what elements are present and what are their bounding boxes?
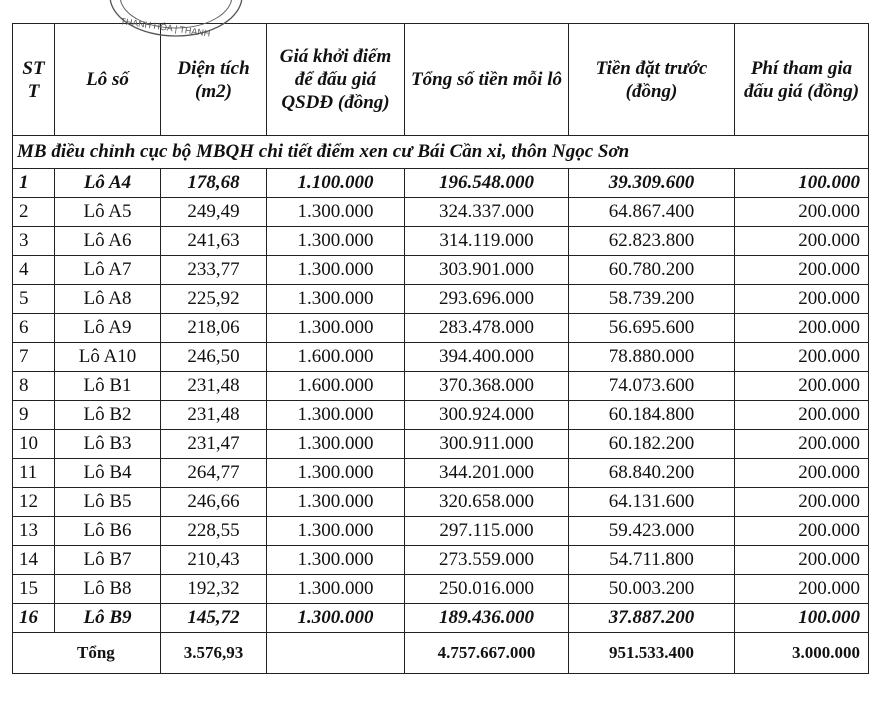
row-stt: 9	[13, 401, 55, 430]
row-total: 303.901.000	[405, 256, 569, 285]
row-lot: Lô A5	[55, 198, 161, 227]
header-area: Diện tích (m2)	[161, 24, 267, 136]
table-row	[13, 575, 869, 604]
table-row	[13, 256, 869, 285]
row-lot: Lô B3	[55, 430, 161, 459]
table-row	[13, 227, 869, 256]
row-total: 394.400.000	[405, 343, 569, 372]
row-area: 192,32	[161, 575, 267, 604]
auction-lot-table	[12, 23, 869, 674]
row-start-price: 1.600.000	[267, 343, 405, 372]
header-lot: Lô số	[55, 24, 161, 136]
row-deposit: 60.184.800	[569, 401, 735, 430]
row-deposit: 78.880.000	[569, 343, 735, 372]
row-fee: 200.000	[735, 372, 869, 401]
section-title: MB điều chỉnh cục bộ MBQH chi tiết điểm xen cư Bái Cần xi, thôn Ngọc Sơn	[13, 136, 869, 169]
header-fee: Phí tham gia đấu giá (đồng)	[735, 24, 869, 136]
totals-price	[267, 633, 405, 674]
row-area: 231,48	[161, 401, 267, 430]
row-stt: 1	[13, 169, 55, 198]
row-total: 300.911.000	[405, 430, 569, 459]
row-lot: Lô A8	[55, 285, 161, 314]
row-stt: 7	[13, 343, 55, 372]
row-deposit: 64.131.600	[569, 488, 735, 517]
section-row	[13, 136, 869, 169]
row-fee: 200.000	[735, 517, 869, 546]
row-lot: Lô A9	[55, 314, 161, 343]
table-row	[13, 546, 869, 575]
row-total: 320.658.000	[405, 488, 569, 517]
row-fee: 200.000	[735, 256, 869, 285]
row-area: 210,43	[161, 546, 267, 575]
row-area: 231,48	[161, 372, 267, 401]
row-deposit: 37.887.200	[569, 604, 735, 633]
row-area: 218,06	[161, 314, 267, 343]
row-area: 231,47	[161, 430, 267, 459]
row-lot: Lô B9	[55, 604, 161, 633]
row-area: 233,77	[161, 256, 267, 285]
table-row	[13, 401, 869, 430]
header-total: Tổng số tiền mỗi lô	[405, 24, 569, 136]
row-total: 273.559.000	[405, 546, 569, 575]
table-row	[13, 198, 869, 227]
table-row	[13, 488, 869, 517]
row-lot: Lô B8	[55, 575, 161, 604]
row-total: 250.016.000	[405, 575, 569, 604]
row-fee: 200.000	[735, 546, 869, 575]
row-lot: Lô B4	[55, 459, 161, 488]
row-deposit: 62.823.800	[569, 227, 735, 256]
table-row	[13, 285, 869, 314]
row-stt: 6	[13, 314, 55, 343]
row-start-price: 1.300.000	[267, 604, 405, 633]
row-stt: 5	[13, 285, 55, 314]
row-total: 196.548.000	[405, 169, 569, 198]
row-deposit: 64.867.400	[569, 198, 735, 227]
row-stt: 13	[13, 517, 55, 546]
row-start-price: 1.100.000	[267, 169, 405, 198]
row-deposit: 74.073.600	[569, 372, 735, 401]
row-start-price: 1.300.000	[267, 459, 405, 488]
totals-label: Tổng	[13, 633, 161, 674]
row-fee: 200.000	[735, 285, 869, 314]
row-start-price: 1.300.000	[267, 430, 405, 459]
row-fee: 200.000	[735, 459, 869, 488]
row-lot: Lô B5	[55, 488, 161, 517]
header-stt: ST T	[13, 24, 55, 136]
row-start-price: 1.300.000	[267, 314, 405, 343]
row-deposit: 50.003.200	[569, 575, 735, 604]
row-stt: 16	[13, 604, 55, 633]
svg-text:THÀNH HÓA | THANH: THÀNH HÓA | THANH	[119, 16, 211, 39]
row-start-price: 1.600.000	[267, 372, 405, 401]
row-fee: 200.000	[735, 343, 869, 372]
totals-fee: 3.000.000	[735, 633, 869, 674]
row-fee: 200.000	[735, 227, 869, 256]
row-total: 283.478.000	[405, 314, 569, 343]
header-deposit: Tiền đặt trước (đồng)	[569, 24, 735, 136]
row-total: 293.696.000	[405, 285, 569, 314]
row-total: 344.201.000	[405, 459, 569, 488]
row-deposit: 68.840.200	[569, 459, 735, 488]
row-fee: 200.000	[735, 314, 869, 343]
row-deposit: 54.711.800	[569, 546, 735, 575]
table-row	[13, 604, 869, 633]
table-row	[13, 169, 869, 198]
totals-deposit: 951.533.400	[569, 633, 735, 674]
row-start-price: 1.300.000	[267, 198, 405, 227]
row-stt: 8	[13, 372, 55, 401]
row-start-price: 1.300.000	[267, 401, 405, 430]
row-area: 145,72	[161, 604, 267, 633]
row-fee: 200.000	[735, 401, 869, 430]
row-lot: Lô B2	[55, 401, 161, 430]
row-area: 249,49	[161, 198, 267, 227]
row-fee: 200.000	[735, 488, 869, 517]
row-start-price: 1.300.000	[267, 488, 405, 517]
row-lot: Lô A7	[55, 256, 161, 285]
row-stt: 11	[13, 459, 55, 488]
row-deposit: 60.780.200	[569, 256, 735, 285]
row-total: 324.337.000	[405, 198, 569, 227]
row-stt: 4	[13, 256, 55, 285]
totals-total: 4.757.667.000	[405, 633, 569, 674]
row-start-price: 1.300.000	[267, 285, 405, 314]
row-deposit: 60.182.200	[569, 430, 735, 459]
row-total: 370.368.000	[405, 372, 569, 401]
row-total: 297.115.000	[405, 517, 569, 546]
row-fee: 100.000	[735, 604, 869, 633]
row-lot: Lô A10	[55, 343, 161, 372]
row-deposit: 56.695.600	[569, 314, 735, 343]
row-lot: Lô A6	[55, 227, 161, 256]
row-total: 314.119.000	[405, 227, 569, 256]
table-row	[13, 430, 869, 459]
row-lot: Lô B1	[55, 372, 161, 401]
row-area: 228,55	[161, 517, 267, 546]
row-area: 246,66	[161, 488, 267, 517]
table-row	[13, 517, 869, 546]
row-stt: 10	[13, 430, 55, 459]
row-start-price: 1.300.000	[267, 546, 405, 575]
row-lot: Lô B7	[55, 546, 161, 575]
totals-area: 3.576,93	[161, 633, 267, 674]
row-area: 264,77	[161, 459, 267, 488]
row-deposit: 58.739.200	[569, 285, 735, 314]
row-fee: 200.000	[735, 575, 869, 604]
table-row	[13, 372, 869, 401]
row-start-price: 1.300.000	[267, 575, 405, 604]
row-start-price: 1.300.000	[267, 227, 405, 256]
header-start-price: Giá khởi điểm để đấu giá QSDĐ (đồng)	[267, 24, 405, 136]
table-row	[13, 459, 869, 488]
row-stt: 3	[13, 227, 55, 256]
table-row	[13, 343, 869, 372]
row-start-price: 1.300.000	[267, 517, 405, 546]
row-area: 178,68	[161, 169, 267, 198]
row-area: 225,92	[161, 285, 267, 314]
row-stt: 12	[13, 488, 55, 517]
row-total: 189.436.000	[405, 604, 569, 633]
row-area: 241,63	[161, 227, 267, 256]
row-stt: 14	[13, 546, 55, 575]
row-lot: Lô B6	[55, 517, 161, 546]
table-row	[13, 314, 869, 343]
totals-row	[13, 633, 869, 674]
row-start-price: 1.300.000	[267, 256, 405, 285]
row-lot: Lô A4	[55, 169, 161, 198]
row-fee: 100.000	[735, 169, 869, 198]
table-header-row	[13, 24, 869, 136]
row-total: 300.924.000	[405, 401, 569, 430]
row-deposit: 39.309.600	[569, 169, 735, 198]
row-stt: 2	[13, 198, 55, 227]
row-fee: 200.000	[735, 198, 869, 227]
row-fee: 200.000	[735, 430, 869, 459]
row-stt: 15	[13, 575, 55, 604]
row-deposit: 59.423.000	[569, 517, 735, 546]
row-area: 246,50	[161, 343, 267, 372]
